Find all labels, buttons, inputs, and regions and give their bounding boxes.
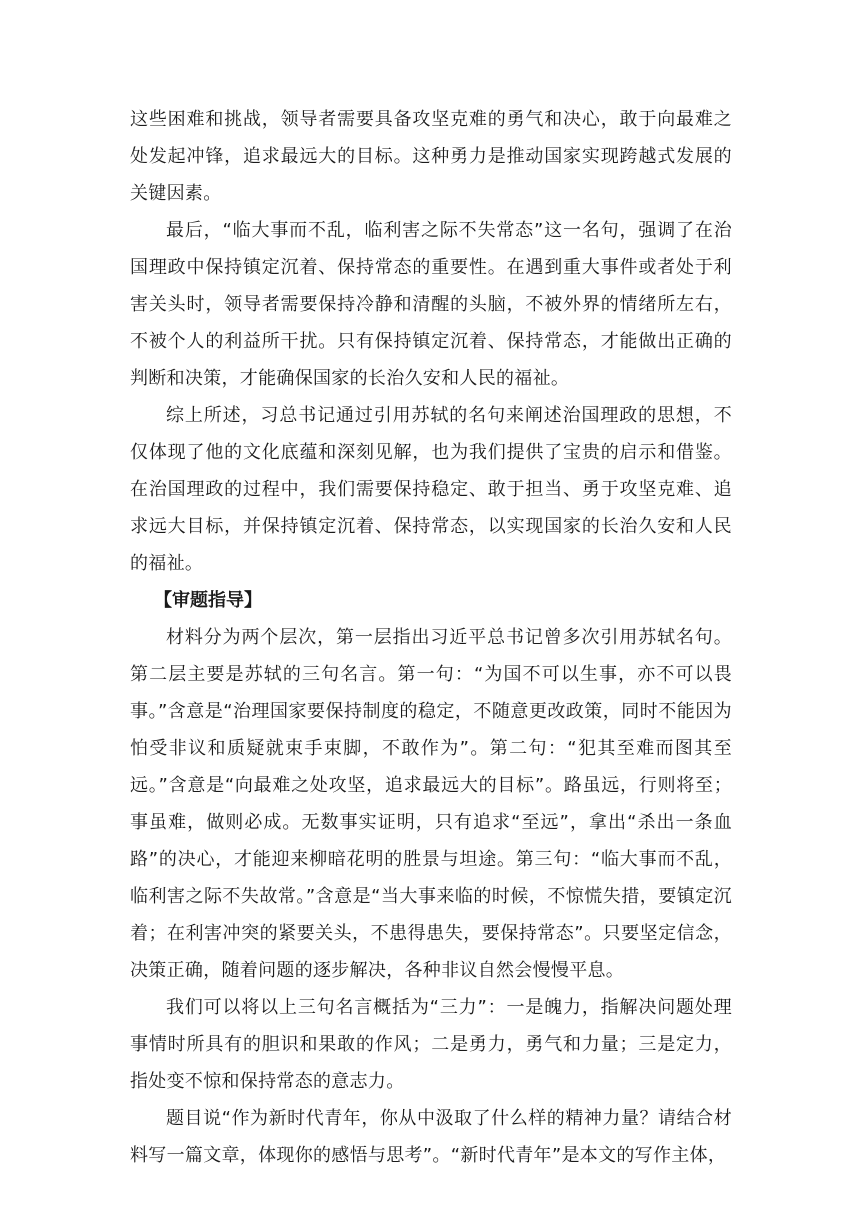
body-paragraph: 综上所述，习总书记通过引用苏轼的名句来阐述治国理政的思想，不仅体现了他的文化底蕴和深刻见解，也为我们提供了宝贵的启示和借鉴。在治国理政的过程中，我们需要保持稳定、敢于担当、勇于攻坚克难、追求远大目标，并保持镇定沉着、保持常态，以实现国家的长治久安和人民的福祉。	[130, 405, 732, 574]
body-paragraph: 最后，“临大事而不乱，临利害之际不失常态”这一名句，强调了在治国理政中保持镇定沉着、保持常态的重要性。在遇到重大事件或者处于利害关头时，领导者需要保持冷静和清醒的头脑，不被外界的情绪所左右，不被个人的利益所干扰。只有保持镇定沉着、保持常态，才能做出正确的判断和决策，才能确保国家的长治久安和人民的福祉。	[130, 220, 732, 389]
guidance-paragraph: 题目说“作为新时代青年，你从中汲取了什么样的精神力量？请结合材料写一篇文章，体现你的感悟与思考”。“新时代青年”是本文的写作主体，	[130, 1108, 732, 1166]
body-paragraph: 这些困难和挑战，领导者需要具备攻坚克难的勇气和决心，敢于向最难之处发起冲锋，追求最远大的目标。这种勇力是推动国家实现跨越式发展的关键因素。	[130, 109, 732, 204]
guidance-paragraph: 材料分为两个层次，第一层指出习近平总书记曾多次引用苏轼名句。第二层主要是苏轼的三句名言。第一句：“为国不可以生事，亦不可以畏事。”含意是“治理国家要保持制度的稳定，不随意更改政策，同时不能因为怕受非议和质疑就束手束脚，不敢作为”。第二句：“犯其至难而图其至远。”含意是“向最难之处攻坚，追求最远大的目标”。路虽远，行则将至；事虽难，做则必成。无数事实证明，只有追求“至远”，拿出“杀出一条血路”的决心，才能迎来柳暗花明的胜景与坦途。第三句：“临大事而不乱，临利害之际不失故常。”含意是“当大事来临的时候，不惊慌失措，要镇定沉着；在利害冲突的紧要关头，不患得患失，要保持常态”。只要坚定信念，决策正确，随着问题的逐步解决，各种非议自然会慢慢平息。	[130, 627, 732, 981]
section-heading: 【审题指导】	[154, 590, 262, 611]
document-page	[130, 101, 732, 1174]
guidance-paragraph: 我们可以将以上三句名言概括为“三力”：一是魄力，指解决问题处理事情时所具有的胆识和果敢的作风；二是勇力，勇气和力量；三是定力，指处变不惊和保持常态的意志力。	[130, 997, 732, 1092]
